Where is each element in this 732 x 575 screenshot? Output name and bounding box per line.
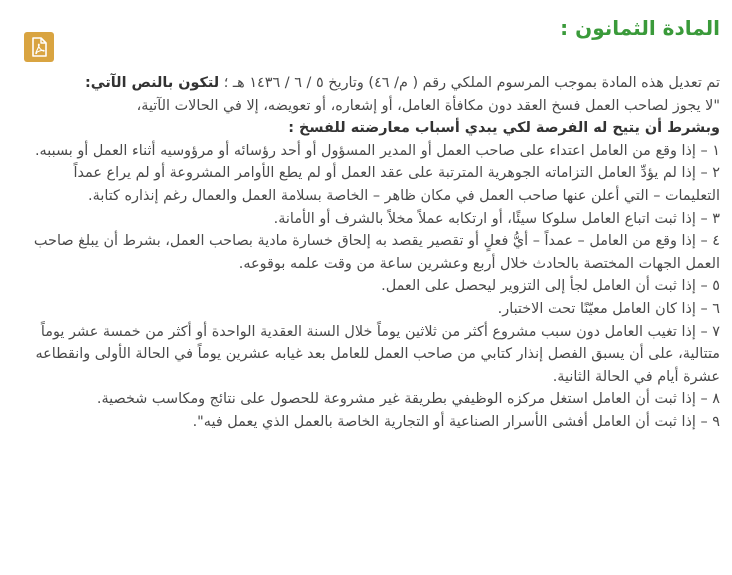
- article-body: [14, 72, 720, 434]
- case-item-2: ٢ – إذا لم يؤدِّ العامل التزاماته الجوهرية المترتبة على عقد العمل أو لم يطع الأوامر المشروعة أو لم يراع عمداً التعليمات – التي أعلن عنها صاحب العمل في مكان ظاهر – الخاصة بسلامة العمل والعمال رغم إنذاره كتابة.: [73, 165, 720, 204]
- intro-text: تم تعديل هذه المادة بموجب المرسوم الملكي رقم ( م/ ٤٦) وتاريخ ٥ / ٦ / ١٤٣٦ هـ ؛: [219, 75, 720, 91]
- intro-paragraph: [14, 72, 720, 95]
- case-item-4: ٤ – إذا وقع من العامل – عمداً – أيُّ فعلٍ أو تقصير يقصد به إلحاق خسارة مادية بصاحب العمل، بشرط أن يبلغ صاحب العمل الجهات المختصة بالحادث خلال أربع وعشرين ساعة من وقت علمه بوقوعه.: [33, 233, 720, 272]
- condition-text: وبشرط أن يتيح له الفرصة لكي يبدي أسباب معارضته للفسخ :: [288, 120, 720, 137]
- pdf-download-button[interactable]: [24, 32, 54, 62]
- case-item-1: ١ – إذا وقع من العامل اعتداء على صاحب العمل أو المدير المسؤول أو أحد رؤسائه أو مرؤوسيه أثناء العمل أو بسببه.: [34, 142, 720, 159]
- case-item-5: ٥ – إذا ثبت أن العامل لجأ إلى التزوير ليحصل على العمل.: [381, 278, 720, 295]
- intro-emphasis: لتكون بالنص الآتي:: [85, 75, 220, 91]
- case-item-9: ٩ – إذا ثبت أن العامل أفشى الأسرار الصناعية أو التجارية الخاصة بالعمل الذي يعمل فيه".: [192, 413, 720, 430]
- case-item-3: ٣ – إذا ثبت اتباع العامل سلوكا سيئًا، أو ارتكابه عملاً مخلاً بالشرف أو الأمانة.: [273, 210, 720, 227]
- pdf-file-icon: [30, 37, 48, 57]
- article-title: المادة الثمانون :: [560, 16, 720, 40]
- case-item-6: ٦ – إذا كان العامل معيّنًا تحت الاختبار.: [497, 300, 720, 317]
- case-item-7: ٧ – إذا تغيب العامل دون سبب مشروع أكثر من ثلاثين يوماً خلال السنة العقدية الواحدة أو أكثر من خمسة عشر يوماً متتالية، على أن يسبق الفصل إنذار كتابي من صاحب العمل للعامل بعد غيابه عشرين يوماً في الحالة الأولى وانقطاعه عشرة أيام في الحالة الثانية.: [35, 323, 720, 385]
- case-item-8: ٨ – إذا ثبت أن العامل استغل مركزه الوظيفي بطريقة غير مشروعة للحصول على نتائج ومكاسب شخصية.: [96, 391, 720, 408]
- quote-opening: "لا يجوز لصاحب العمل فسخ العقد دون مكافأة العامل، أو إشعاره، أو تعويضه، إلا في الحالات الآتية،: [136, 97, 720, 114]
